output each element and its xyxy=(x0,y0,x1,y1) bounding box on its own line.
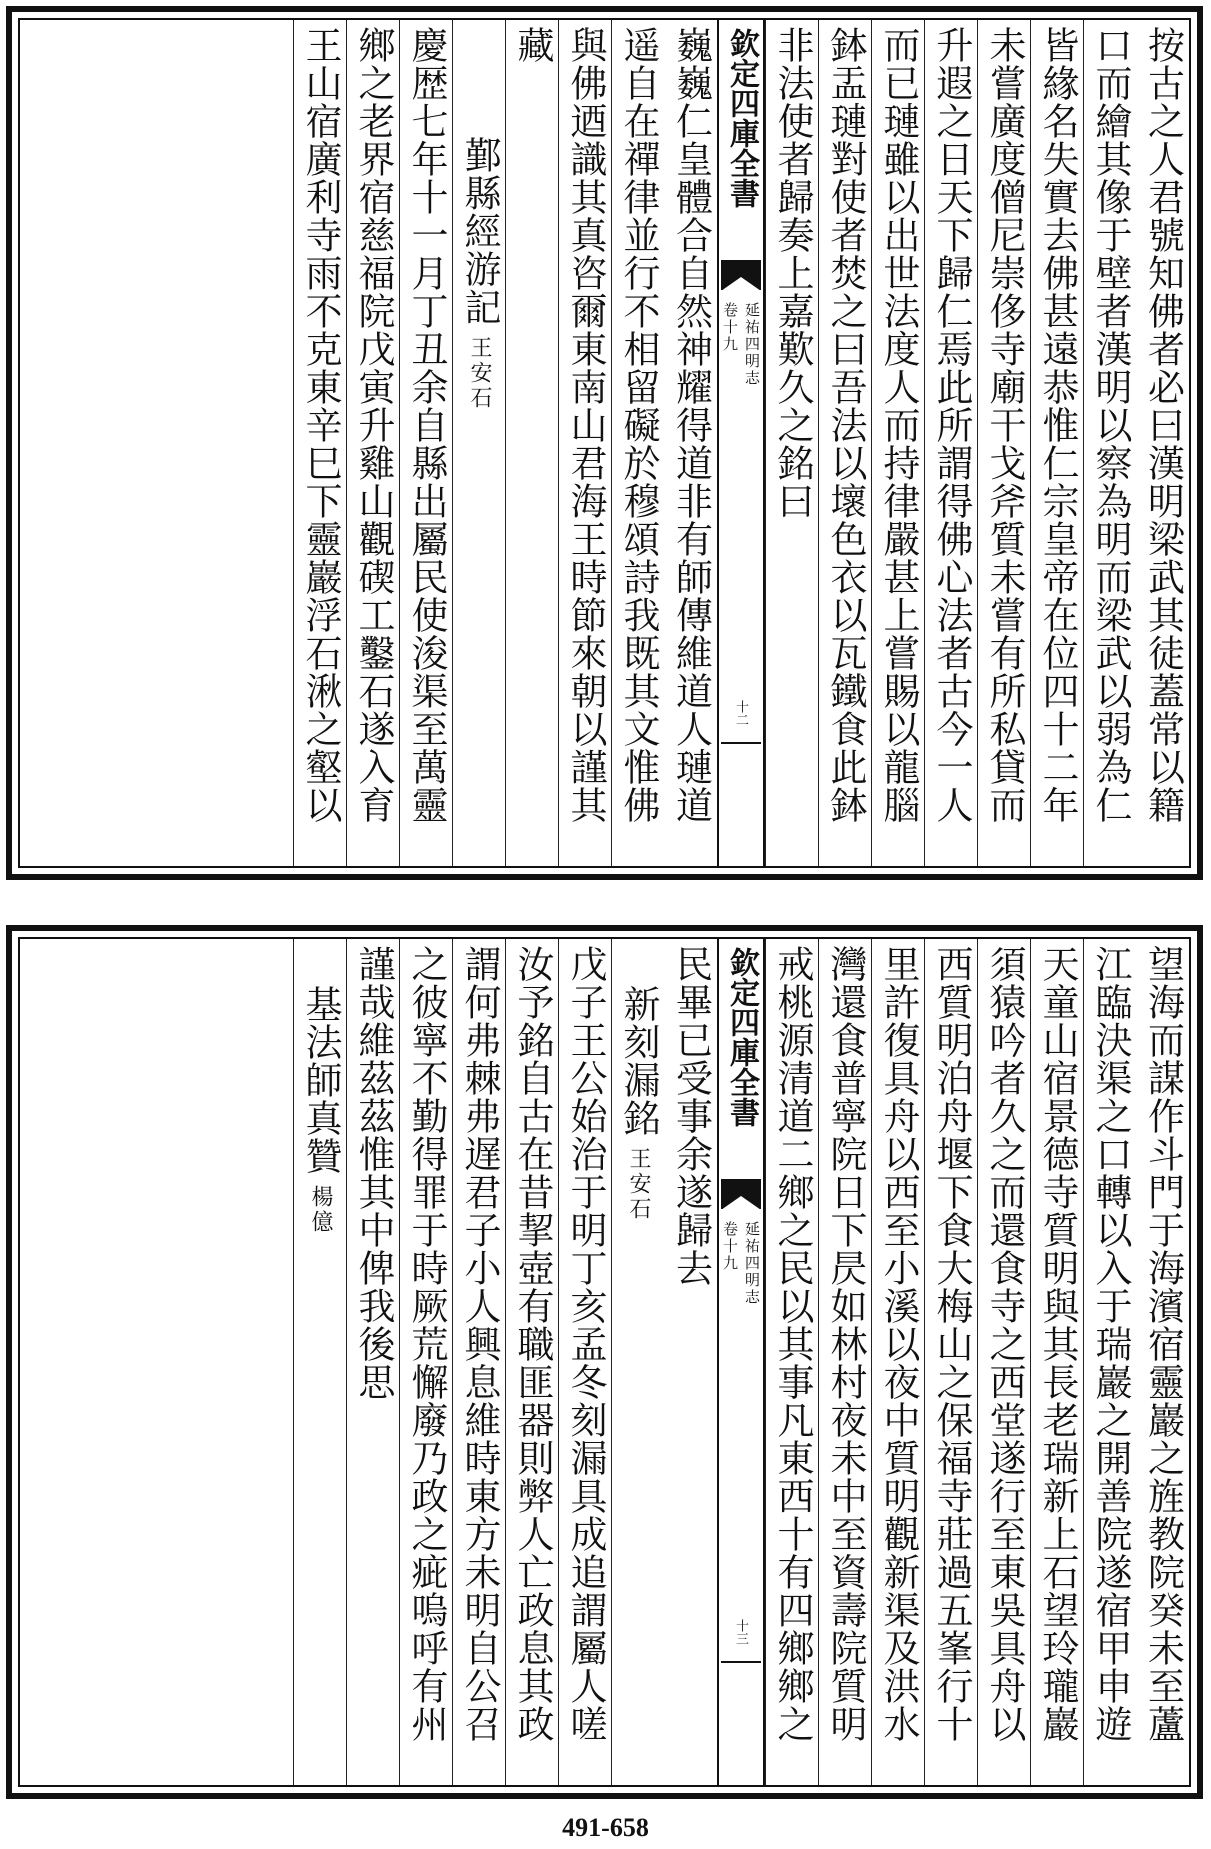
band-book-title: 延祐四明志 xyxy=(743,302,761,387)
title-column xyxy=(293,939,346,1785)
band-title: 欽定四庫全書 xyxy=(724,28,759,208)
center-band xyxy=(717,20,765,866)
text-column xyxy=(818,939,871,1785)
column-text: 皆緣名失實去佛甚遠恭惟仁宗皇帝在位四十二年 xyxy=(1036,26,1079,824)
text-column xyxy=(611,20,664,866)
essay-heading xyxy=(454,26,504,411)
text-frame xyxy=(18,18,1191,868)
essay-author: 王安石 xyxy=(467,336,492,411)
text-column xyxy=(977,20,1030,866)
column-text: 鉢盂璉對使者焚之曰吾法以壞色衣以瓦鐵食此鉢 xyxy=(824,26,867,824)
page-sheet-top xyxy=(6,6,1203,880)
column-text: 升遐之日天下歸仁焉此所謂得佛心法者古今一人 xyxy=(930,26,973,824)
column-text: 巍巍仁皇體合自然神耀得道非有師傳維道人璉道 xyxy=(669,26,713,824)
column-text: 戒桃源清道二鄉之民以其事凡東西十有四鄉鄉之 xyxy=(771,945,814,1743)
band-rule xyxy=(721,742,761,744)
column-text: 須猿吟者久之而還食寺之西堂遂行至東吳具舟以 xyxy=(983,945,1026,1743)
text-column xyxy=(1083,20,1136,866)
text-column xyxy=(558,20,611,866)
column-text: 之彼寧不勤得罪于時厥荒懈廢乃政之疵嗚呼有州 xyxy=(405,945,448,1743)
column-text: 而已璉雖以出世法度人而持律嚴甚上嘗賜以龍腦 xyxy=(877,26,920,824)
essay-title: 鄞縣經游記 xyxy=(458,136,501,326)
column-text: 按古之人君號知佛者必曰漢明梁武其徒蓋常以籍 xyxy=(1141,26,1185,824)
title-column xyxy=(452,20,505,866)
text-column xyxy=(664,939,717,1785)
text-column xyxy=(765,20,818,866)
text-column xyxy=(505,20,558,866)
column-text: 灣還食普寧院日下昃如林村夜未中至資壽院質明 xyxy=(824,945,867,1743)
column-text: 里許復具舟以西至小溪以夜中質明觀新渠及洪水 xyxy=(877,945,920,1743)
column-text: 未嘗廣度僧尼崇侈寺廟干戈斧質未嘗有所私貸而 xyxy=(983,26,1026,824)
band-volume: 卷十九 xyxy=(721,1221,739,1272)
text-column xyxy=(818,20,871,866)
text-column xyxy=(1030,939,1083,1785)
essay-author: 王安石 xyxy=(626,1147,651,1222)
column-text: 藏 xyxy=(511,26,554,64)
text-column xyxy=(1083,939,1136,1785)
text-column xyxy=(399,939,452,1785)
text-column xyxy=(346,20,399,866)
text-column xyxy=(452,939,505,1785)
column-text: 王山宿廣利寺雨不克東辛巳下靈巖浮石湫之壑以 xyxy=(299,26,342,824)
essay-heading xyxy=(613,945,663,1222)
column-text: 口而繪其像于壁者漢明以察為明而梁武以弱為仁 xyxy=(1089,26,1132,824)
column-text: 西質明泊舟堰下食大梅山之保福寺莊過五峯行十 xyxy=(930,945,973,1743)
column-text: 謂何弗棘弗遅君子小人興息維時東方未明自公召 xyxy=(458,945,501,1743)
column-text: 戊子王公始治于明丁亥孟冬刻漏具成追謂屬人嗟 xyxy=(564,945,607,1743)
text-column xyxy=(765,939,818,1785)
essay-heading xyxy=(295,945,345,1235)
center-band xyxy=(717,939,765,1785)
essay-title: 基法師真贊 xyxy=(299,985,342,1175)
fishtail-mark xyxy=(721,1179,761,1209)
text-column xyxy=(399,20,452,866)
column-text: 謹哉維茲茲惟其中俾我後思 xyxy=(352,945,395,1401)
text-frame xyxy=(18,937,1191,1787)
essay-title: 新刻漏銘 xyxy=(617,985,660,1137)
text-column xyxy=(1030,20,1083,866)
page-reference-number: 491-658 xyxy=(562,1813,649,1842)
column-text: 民畢已受事余遂歸去 xyxy=(669,945,713,1287)
essay-author: 楊億 xyxy=(308,1185,333,1235)
text-column xyxy=(924,939,977,1785)
text-column xyxy=(1136,20,1189,866)
title-column xyxy=(611,939,664,1785)
text-column xyxy=(293,20,346,866)
text-column xyxy=(924,20,977,866)
band-page-number: 十三 xyxy=(733,1619,748,1645)
text-column xyxy=(871,20,924,866)
text-column xyxy=(346,939,399,1785)
text-column xyxy=(1136,939,1189,1785)
band-book-title: 延祐四明志 xyxy=(743,1221,761,1306)
fishtail-mark xyxy=(721,260,761,290)
text-column xyxy=(871,939,924,1785)
column-text: 與佛迺識其真咨爾東南山君海王時節來朝以謹其 xyxy=(564,26,607,824)
column-text: 天童山宿景德寺質明與其長老瑞新上石望玲瓏巖 xyxy=(1036,945,1079,1743)
column-text: 江臨決渠之口轉以入于瑞巖之開善院遂宿甲申遊 xyxy=(1089,945,1132,1743)
column-text: 汝予銘自古在昔挈壺有職匪器則弊人亡政息其政 xyxy=(511,945,554,1743)
column-text: 鄉之老界宿慈福院戊寅升雞山觀碶工鑿石遂入育 xyxy=(352,26,395,824)
column-text: 遥自在禪律並行不相留礙於穆頌詩我既其文惟佛 xyxy=(617,26,660,824)
text-column xyxy=(558,939,611,1785)
column-text: 慶歴七年十一月丁丑余自縣出屬民使浚渠至萬靈 xyxy=(405,26,448,824)
column-text: 非法使者歸奏上嘉歎久之銘曰 xyxy=(771,26,814,520)
band-title: 欽定四庫全書 xyxy=(724,947,759,1127)
band-volume: 卷十九 xyxy=(721,302,739,353)
band-subtitle xyxy=(719,302,763,387)
band-rule xyxy=(721,1661,761,1663)
page-sheet-bottom xyxy=(6,925,1203,1799)
text-column xyxy=(505,939,558,1785)
band-subtitle xyxy=(719,1221,763,1306)
column-text: 望海而謀作斗門于海濱宿靈巖之旌教院癸未至蘆 xyxy=(1141,945,1185,1743)
text-column xyxy=(977,939,1030,1785)
band-page-number: 十二 xyxy=(733,700,748,726)
text-column xyxy=(664,20,717,866)
